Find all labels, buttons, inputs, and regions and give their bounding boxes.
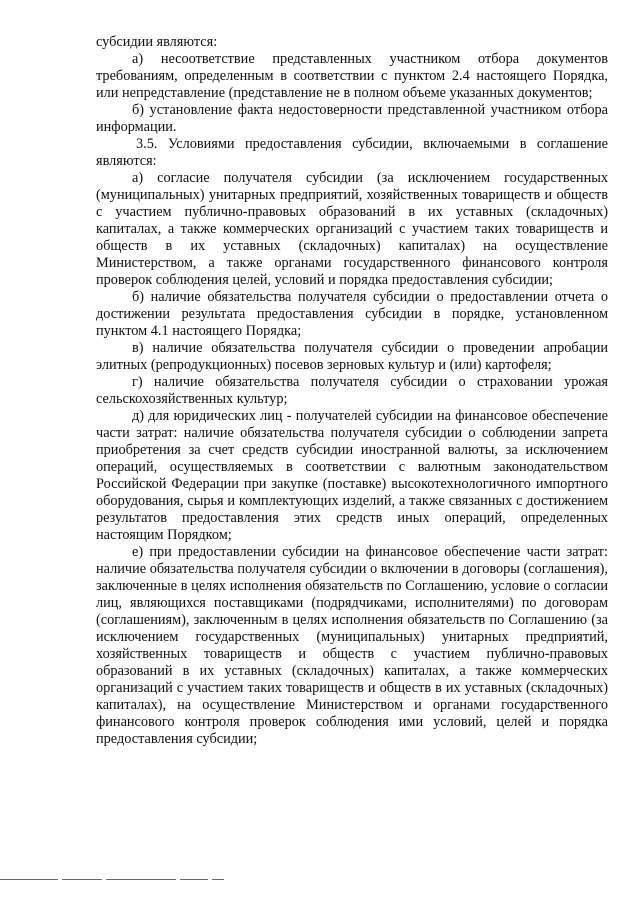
paragraph-item-a: а) несоответствие представленных участником отбора документов требованиям, определенным в соответствии с пунктом 2.4 настоящего Порядка, или непредставление (представление не в полном объеме указанных документов; — [96, 51, 608, 101]
scan-artifact-line — [0, 879, 330, 880]
paragraph-condition-d: д) для юридических лиц - получателей субсидии на финансовое обеспечение части затрат: наличие обязательства получателя субсидии о соблюдении запрета приобретения за счет средств субсидии иностранной валюты, за исключением операций, осуществляемых в соответствии с валютным законодательством Российской Федерации при закупке (поставке) высокотехнологичного импортного оборудования, сырья и комплектующих изделий, а также связанных с достижением результатов предоставления этих средств иных операций, определенных настоящим Порядком; — [96, 408, 608, 543]
paragraph-clause-3-5: 3.5. Условиями предоставления субсидии, включаемыми в соглашение являются: — [96, 136, 608, 169]
document-page — [96, 34, 608, 748]
paragraph-condition-g: г) наличие обязательства получателя субсидии о страховании урожая сельскохозяйственных культур; — [96, 374, 608, 407]
paragraph-condition-a: а) согласие получателя субсидии (за исключением государственных (муниципальных) унитарных предприятий, хозяйственных товариществ и обществ с участием публично-правовых образований в их уставных (складочных) капиталах, а также коммерческих организаций с участием таких товариществ и обществ в их уставных (складочных) капиталах) на осуществление Министерством, а также органами государственного финансового контроля проверок соблюдения целей, условий и порядка предоставления субсидии; — [96, 170, 608, 288]
paragraph-continuation: субсидии являются: — [96, 34, 218, 50]
paragraph-condition-e: е) при предоставлении субсидии на финансовое обеспечение части затрат: наличие обязательства получателя субсидии о включении в договоры (соглашения), заключенные в целях исполнения обязательств по Соглашению, условие о согласии лиц, являющихся поставщиками (подрядчиками, исполнителями) по договорам (соглашениям), заключенным в целях исполнения обязательств по Соглашению (за исключением государственных (муниципальных) унитарных предприятий, хозяйственных товариществ и обществ с участием публично-правовых образований в их уставных (складочных) капиталах, а также коммерческих организаций с участием таких товариществ и обществ в их уставных (складочных) капиталах), на осуществление Министерством и органами государственного финансового контроля проверок соблюдения ими условий, целей и порядка предоставления субсидии; — [96, 544, 608, 747]
paragraph-item-b: б) установление факта недостоверности представленной участником отбора информации. — [96, 102, 608, 135]
paragraph-condition-v: в) наличие обязательства получателя субсидии о проведении апробации элитных (репродукционных) посевов зерновых культур и (или) картофеля; — [96, 340, 608, 373]
paragraph-condition-b: б) наличие обязательства получателя субсидии о предоставлении отчета о достижении результата предоставления субсидии в порядке, установленном пунктом 4.1 настоящего Порядка; — [96, 289, 608, 339]
